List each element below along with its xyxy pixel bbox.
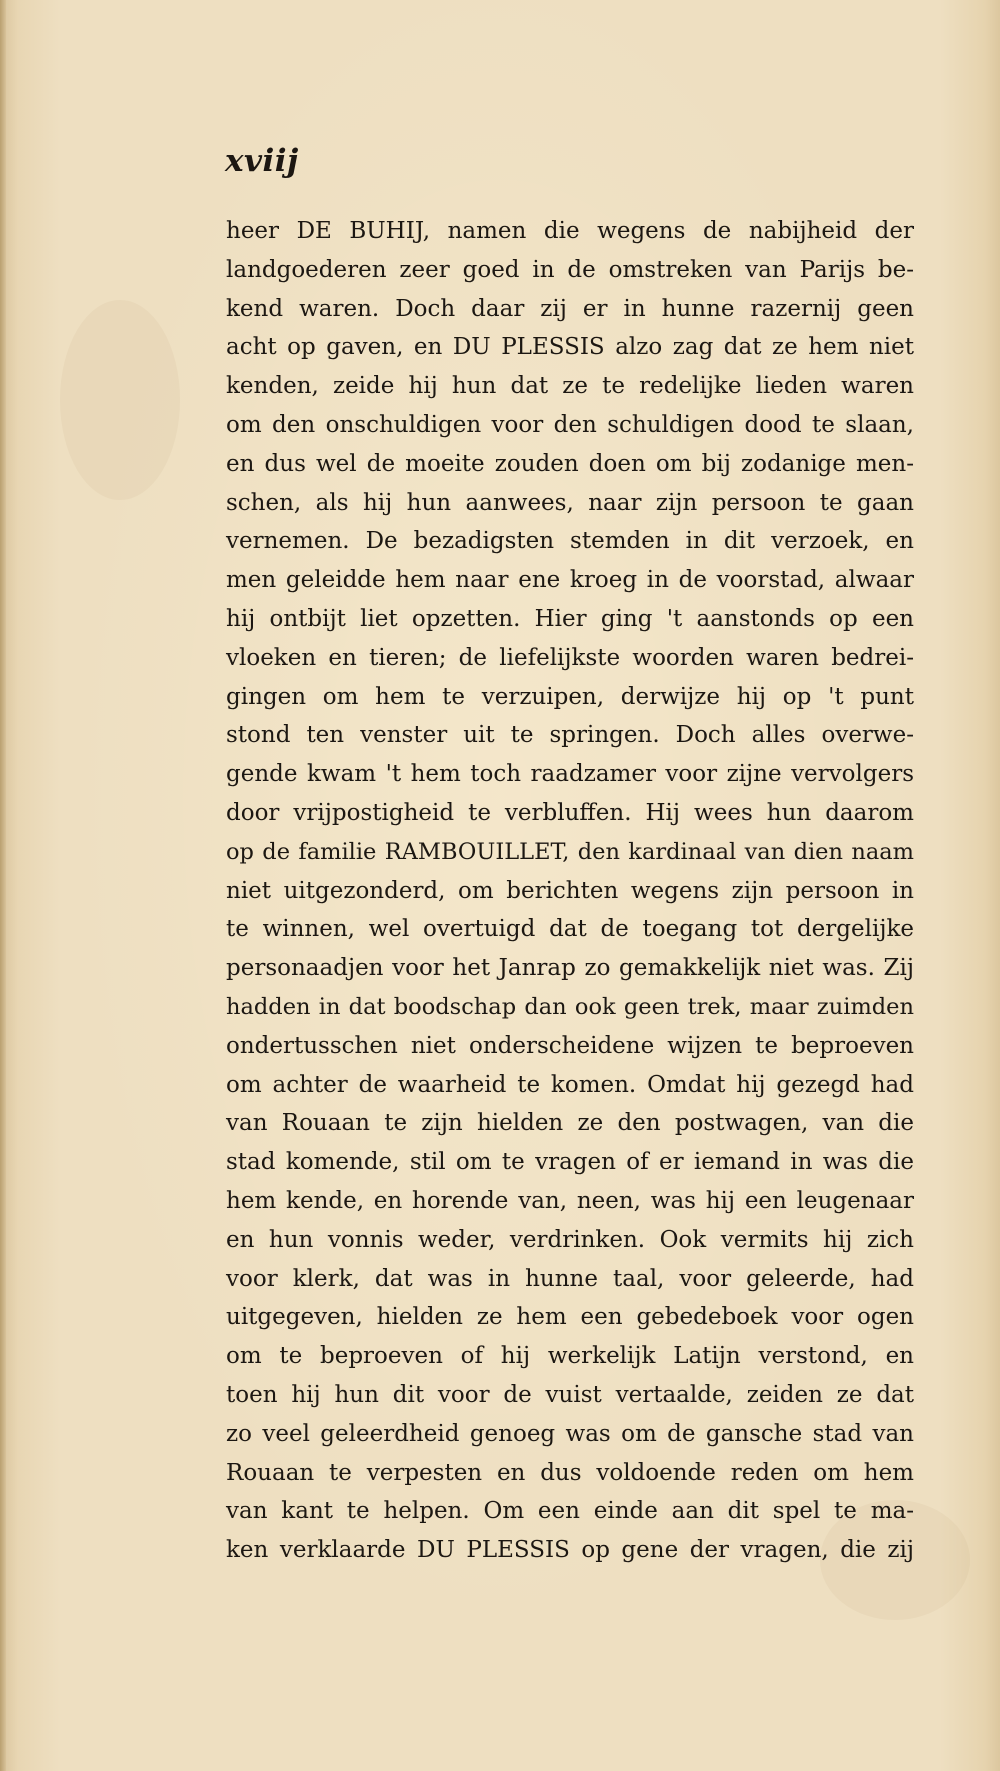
text-line: om achter de waarheid te komen. Omdat hij gezegd had [226,1071,914,1098]
text-line: en dus wel de moeite zouden doen om bij zodanige men- [226,450,914,477]
text-line: ken verklaarde DU PLESSIS op gene der vragen, die zij [226,1537,914,1564]
text-line: schen, als hij hun aanwees, naar zijn persoon te gaan [226,489,914,516]
text-line: te winnen, wel overtuigd dat de toegang tot dergelijke [226,916,914,943]
text-line: gende kwam 't hem toch raadzamer voor zijne vervolgers [226,761,914,788]
text-line: stad komende, stil om te vragen of er iemand in was die [226,1149,914,1176]
text-line: heer DE BUHIJ, namen die wegens de nabijheid der [226,218,914,244]
text-line: zo veel geleerdheid genoeg was om de gansche stad van [226,1420,914,1447]
text-line: hem kende, en horende van, neen, was hij een leugenaar [226,1187,914,1214]
text-line: Rouaan te verpesten en dus voldoende reden om hem [226,1459,914,1486]
text-line: niet uitgezonderd, om berichten wegens zijn persoon in [226,877,914,904]
text-line: ondertusschen niet onderscheidene wijzen te beproeven [226,1032,914,1059]
text-line: kenden, zeide hij hun dat ze te redelijke lieden waren [226,373,914,400]
page-edge [0,0,6,1771]
text-line: door vrijpostigheid te verbluffen. Hij wees hun daarom [226,799,914,826]
text-line: men geleidde hem naar ene kroeg in de voorstad, alwaar [226,567,914,594]
text-line: op de familie RAMBOUILLET, den kardinaal van dien naam [226,838,914,865]
page-number: xviij [225,143,299,179]
text-line: hadden in dat boodschap dan ook geen trek, maar zuimden [226,993,914,1020]
text-line: en hun vonnis weder, verdrinken. Ook vermits hij zich [226,1226,914,1253]
text-line: personaadjen voor het Janrap zo gemakkelijk niet was. Zij [226,955,914,982]
body-text [226,212,914,1570]
text-line: om den onschuldigen voor den schuldigen dood te slaan, [226,411,914,438]
text-line: gingen om hem te verzuipen, derwijze hij op 't punt [226,683,914,710]
text-line: acht op gaven, en DU PLESSIS alzo zag dat ze hem niet [226,334,914,361]
text-line: toen hij hun dit voor de vuist vertaalde, zeiden ze dat [226,1381,914,1408]
text-line: om te beproeven of hij werkelijk Latijn verstond, en [226,1343,914,1370]
text-line: landgoederen zeer goed in de omstreken van Parijs be- [226,256,914,283]
text-line: van Rouaan te zijn hielden ze den postwagen, van die [226,1110,914,1137]
text-line: kend waren. Doch daar zij er in hunne razernij geen [226,295,914,322]
text-line: uitgegeven, hielden ze hem een gebedeboek voor ogen [226,1304,914,1331]
text-line: hij ontbijt liet opzetten. Hier ging 't aanstonds op een [226,605,914,632]
text-line: vloeken en tieren; de liefelijkste woorden waren bedrei- [226,644,914,671]
paper-stain [60,300,180,500]
text-line: van kant te helpen. Om een einde aan dit spel te ma- [226,1498,914,1525]
text-line: voor klerk, dat was in hunne taal, voor geleerde, had [226,1265,914,1292]
text-line: vernemen. De bezadigsten stemden in dit verzoek, en [226,528,914,555]
text-line: stond ten venster uit te springen. Doch alles overwe- [226,722,914,749]
